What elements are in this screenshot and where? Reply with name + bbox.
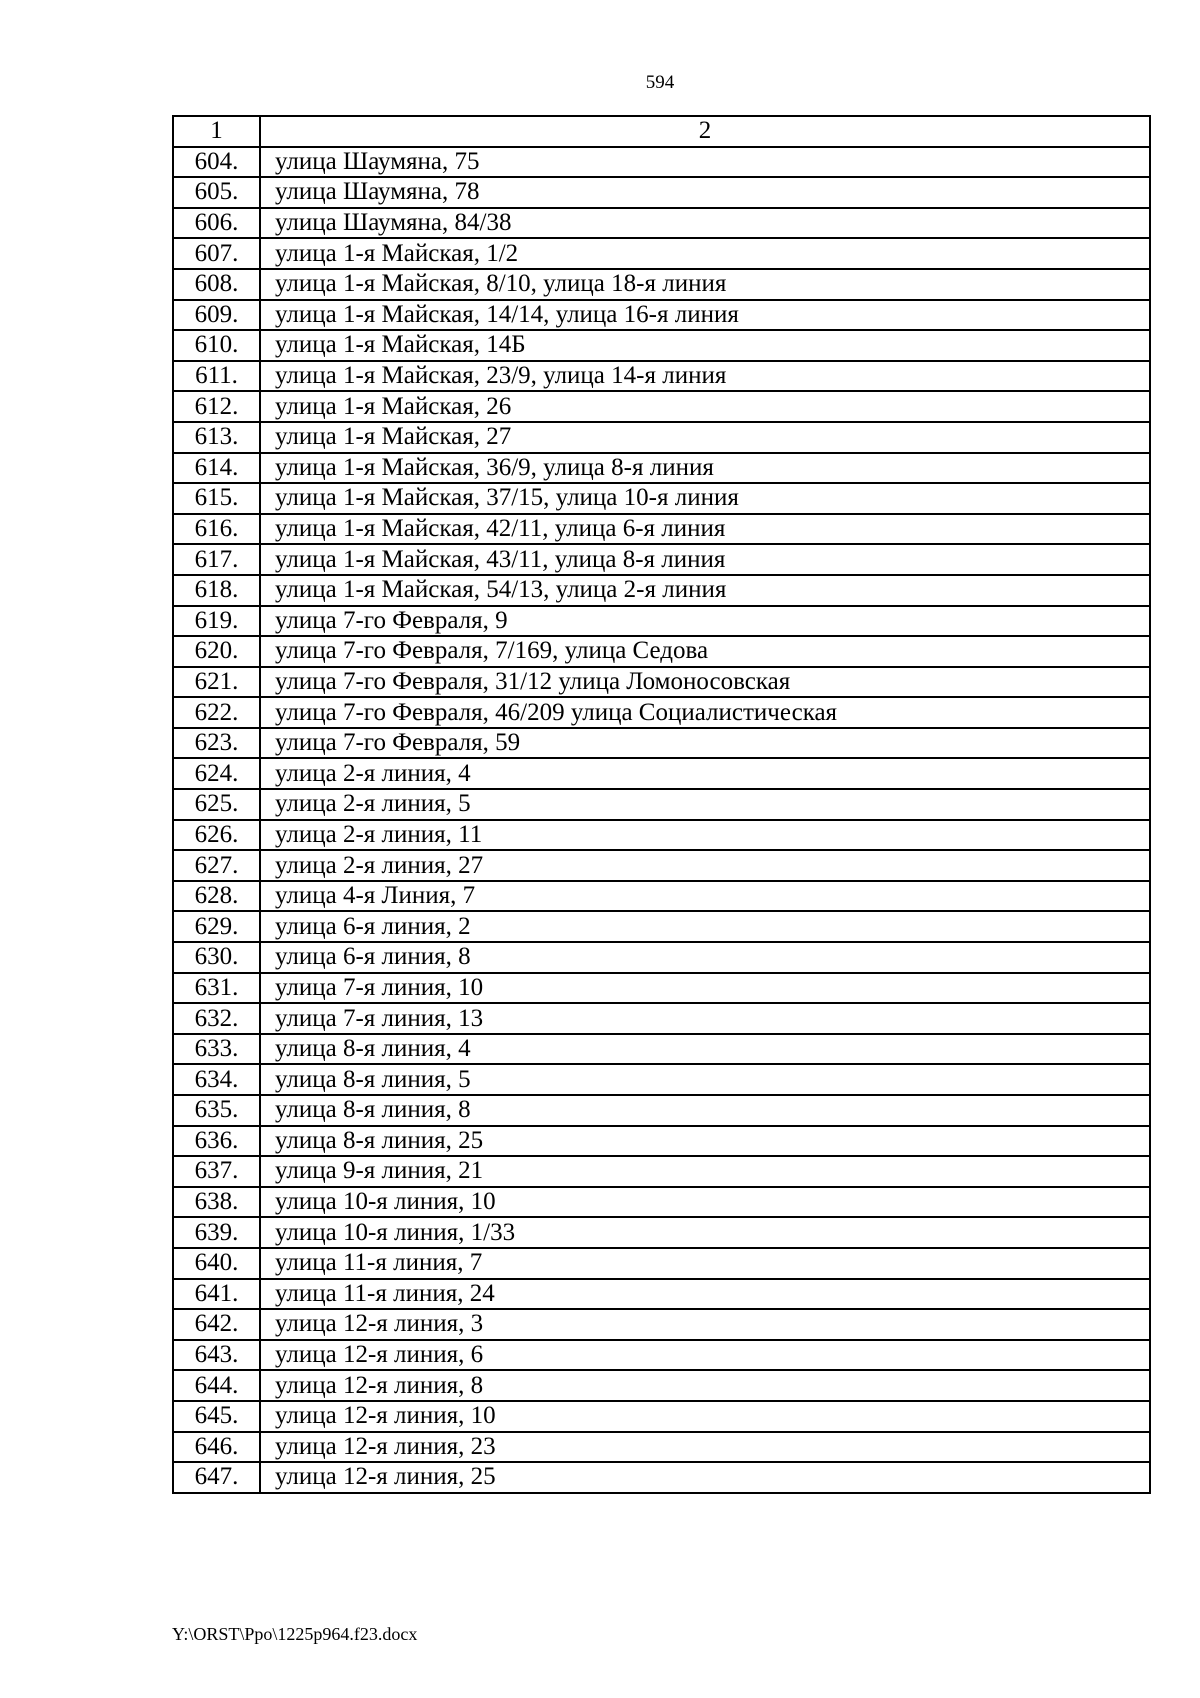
row-number-cell: 624. xyxy=(173,758,260,789)
row-number-cell: 617. xyxy=(173,544,260,575)
table-row xyxy=(173,483,1150,514)
address-cell: улица 2-я линия, 11 xyxy=(260,820,1150,851)
table-row xyxy=(173,1462,1150,1493)
row-number-cell: 615. xyxy=(173,483,260,514)
table-row xyxy=(173,1095,1150,1126)
address-cell: улица 1-я Майская, 37/15, улица 10-я линия xyxy=(260,483,1150,514)
row-number-cell: 607. xyxy=(173,238,260,269)
table-row xyxy=(173,330,1150,361)
table-row xyxy=(173,789,1150,820)
row-number-cell: 647. xyxy=(173,1462,260,1493)
row-number-cell: 618. xyxy=(173,575,260,606)
row-number-cell: 634. xyxy=(173,1064,260,1095)
address-cell: улица 12-я линия, 23 xyxy=(260,1432,1150,1463)
table-row xyxy=(173,361,1150,392)
page-number: 594 xyxy=(645,72,675,93)
address-cell: улица 1-я Майская, 8/10, улица 18-я линия xyxy=(260,269,1150,300)
row-number-cell: 606. xyxy=(173,208,260,239)
address-cell: улица 8-я линия, 5 xyxy=(260,1064,1150,1095)
address-cell: улица 9-я линия, 21 xyxy=(260,1156,1150,1187)
address-cell: улица 12-я линия, 10 xyxy=(260,1401,1150,1432)
address-cell: улица 2-я линия, 27 xyxy=(260,850,1150,881)
table-row xyxy=(173,1064,1150,1095)
row-number-cell: 616. xyxy=(173,514,260,545)
address-cell: улица 1-я Майская, 23/9, улица 14-я линия xyxy=(260,361,1150,392)
table-row xyxy=(173,820,1150,851)
address-cell: улица 1-я Майская, 42/11, улица 6-я линия xyxy=(260,514,1150,545)
address-cell: улица 7-го Февраля, 59 xyxy=(260,728,1150,759)
row-number-cell: 620. xyxy=(173,636,260,667)
table-row xyxy=(173,453,1150,484)
row-number-cell: 613. xyxy=(173,422,260,453)
row-number-cell: 639. xyxy=(173,1217,260,1248)
table-row xyxy=(173,1156,1150,1187)
address-cell: улица 11-я линия, 24 xyxy=(260,1279,1150,1310)
address-cell: улица Шаумяна, 84/38 xyxy=(260,208,1150,239)
table-row xyxy=(173,606,1150,637)
address-cell: улица 2-я линия, 5 xyxy=(260,789,1150,820)
address-cell: улица 12-я линия, 6 xyxy=(260,1340,1150,1371)
table-row xyxy=(173,1126,1150,1157)
row-number-cell: 629. xyxy=(173,911,260,942)
row-number-cell: 626. xyxy=(173,820,260,851)
table-row xyxy=(173,881,1150,912)
row-number-cell: 641. xyxy=(173,1279,260,1310)
table-row xyxy=(173,177,1150,208)
address-cell: улица 10-я линия, 1/33 xyxy=(260,1217,1150,1248)
footer-file-path: Y:\ORST\Ppo\1225p964.f23.docx xyxy=(172,1624,418,1644)
row-number-cell: 625. xyxy=(173,789,260,820)
table-row xyxy=(173,1401,1150,1432)
address-cell: улица 6-я линия, 8 xyxy=(260,942,1150,973)
address-table-body xyxy=(173,116,1150,1493)
address-cell: улица 11-я линия, 7 xyxy=(260,1248,1150,1279)
address-cell: улица 7-я линия, 10 xyxy=(260,973,1150,1004)
row-number-cell: 612. xyxy=(173,391,260,422)
table-row xyxy=(173,758,1150,789)
address-cell: улица 7-я линия, 13 xyxy=(260,1003,1150,1034)
address-cell: улица 1-я Майская, 27 xyxy=(260,422,1150,453)
table-row xyxy=(173,514,1150,545)
row-number-cell: 631. xyxy=(173,973,260,1004)
table-row xyxy=(173,973,1150,1004)
address-table xyxy=(172,115,1151,1494)
table-row xyxy=(173,1003,1150,1034)
address-cell: улица 7-го Февраля, 9 xyxy=(260,606,1150,637)
table-row xyxy=(173,1340,1150,1371)
address-cell: улица 1-я Майская, 54/13, улица 2-я линия xyxy=(260,575,1150,606)
address-cell: улица 7-го Февраля, 46/209 улица Социалистическая xyxy=(260,697,1150,728)
table-row xyxy=(173,238,1150,269)
table-row xyxy=(173,147,1150,178)
row-number-cell: 637. xyxy=(173,1156,260,1187)
table-row xyxy=(173,942,1150,973)
row-number-cell: 630. xyxy=(173,942,260,973)
table-header-row xyxy=(173,116,1150,147)
address-cell: улица Шаумяна, 78 xyxy=(260,177,1150,208)
row-number-cell: 619. xyxy=(173,606,260,637)
column-header-address: 2 xyxy=(260,116,1150,147)
row-number-cell: 635. xyxy=(173,1095,260,1126)
address-cell: улица 6-я линия, 2 xyxy=(260,911,1150,942)
row-number-cell: 611. xyxy=(173,361,260,392)
row-number-cell: 633. xyxy=(173,1034,260,1065)
address-cell: улица 1-я Майская, 43/11, улица 8-я линия xyxy=(260,544,1150,575)
table-row xyxy=(173,422,1150,453)
row-number-cell: 610. xyxy=(173,330,260,361)
row-number-cell: 609. xyxy=(173,300,260,331)
table-row xyxy=(173,391,1150,422)
table-row xyxy=(173,1279,1150,1310)
table-row xyxy=(173,1370,1150,1401)
table-row xyxy=(173,1187,1150,1218)
row-number-cell: 628. xyxy=(173,881,260,912)
row-number-cell: 622. xyxy=(173,697,260,728)
table-row xyxy=(173,269,1150,300)
row-number-cell: 636. xyxy=(173,1126,260,1157)
table-row xyxy=(173,544,1150,575)
row-number-cell: 642. xyxy=(173,1309,260,1340)
address-cell: улица 12-я линия, 3 xyxy=(260,1309,1150,1340)
row-number-cell: 645. xyxy=(173,1401,260,1432)
table-row xyxy=(173,1248,1150,1279)
row-number-cell: 632. xyxy=(173,1003,260,1034)
table-row xyxy=(173,208,1150,239)
address-cell: улица 12-я линия, 25 xyxy=(260,1462,1150,1493)
table-row xyxy=(173,1432,1150,1463)
row-number-cell: 646. xyxy=(173,1432,260,1463)
row-number-cell: 638. xyxy=(173,1187,260,1218)
row-number-cell: 608. xyxy=(173,269,260,300)
address-cell: улица 4-я Линия, 7 xyxy=(260,881,1150,912)
table-row xyxy=(173,1034,1150,1065)
address-cell: улица 7-го Февраля, 7/169, улица Седова xyxy=(260,636,1150,667)
address-cell: улица 8-я линия, 8 xyxy=(260,1095,1150,1126)
table-row xyxy=(173,575,1150,606)
row-number-cell: 640. xyxy=(173,1248,260,1279)
row-number-cell: 623. xyxy=(173,728,260,759)
row-number-cell: 627. xyxy=(173,850,260,881)
table-row xyxy=(173,728,1150,759)
table-row xyxy=(173,850,1150,881)
row-number-cell: 643. xyxy=(173,1340,260,1371)
row-number-cell: 621. xyxy=(173,667,260,698)
table-row xyxy=(173,667,1150,698)
table-row xyxy=(173,300,1150,331)
address-cell: улица 1-я Майская, 36/9, улица 8-я линия xyxy=(260,453,1150,484)
row-number-cell: 605. xyxy=(173,177,260,208)
table-row xyxy=(173,636,1150,667)
table-row xyxy=(173,1309,1150,1340)
address-cell: улица 1-я Майская, 14Б xyxy=(260,330,1150,361)
table-row xyxy=(173,697,1150,728)
address-cell: улица 12-я линия, 8 xyxy=(260,1370,1150,1401)
row-number-cell: 604. xyxy=(173,147,260,178)
address-cell: улица 7-го Февраля, 31/12 улица Ломоносовская xyxy=(260,667,1150,698)
table-row xyxy=(173,1217,1150,1248)
address-cell: улица Шаумяна, 75 xyxy=(260,147,1150,178)
address-cell: улица 1-я Майская, 1/2 xyxy=(260,238,1150,269)
column-header-number: 1 xyxy=(173,116,260,147)
row-number-cell: 614. xyxy=(173,453,260,484)
address-cell: улица 1-я Майская, 14/14, улица 16-я линия xyxy=(260,300,1150,331)
address-cell: улица 1-я Майская, 26 xyxy=(260,391,1150,422)
address-cell: улица 2-я линия, 4 xyxy=(260,758,1150,789)
address-cell: улица 8-я линия, 25 xyxy=(260,1126,1150,1157)
table-row xyxy=(173,911,1150,942)
address-cell: улица 8-я линия, 4 xyxy=(260,1034,1150,1065)
row-number-cell: 644. xyxy=(173,1370,260,1401)
address-cell: улица 10-я линия, 10 xyxy=(260,1187,1150,1218)
